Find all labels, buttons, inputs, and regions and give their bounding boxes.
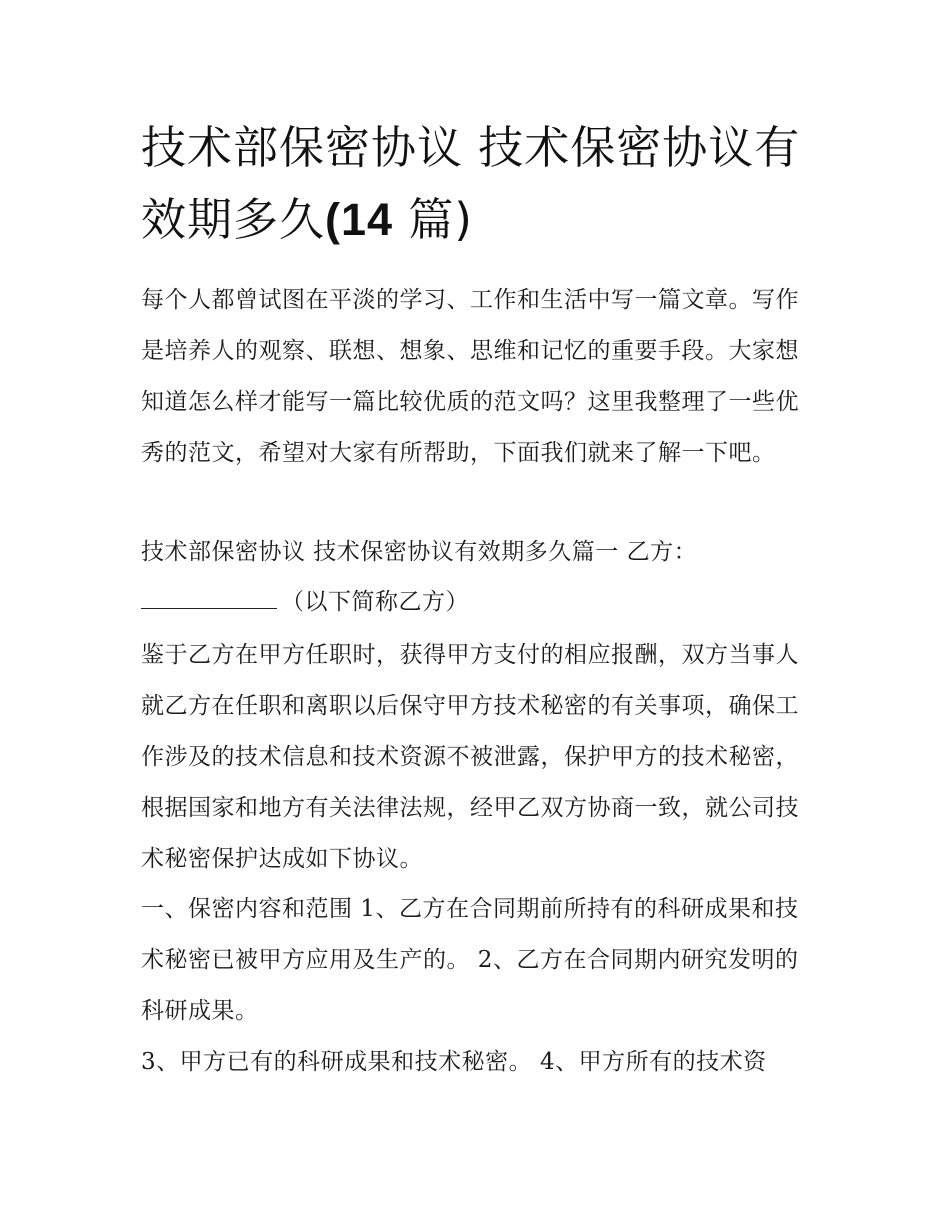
clause-paragraph-continued: 3、甲方已有的科研成果和技术秘密。 4、甲方所有的技术资 — [141, 1049, 767, 1075]
intro-paragraph: 每个人都曾试图在平淡的学习、工作和生活中写一篇文章。写作是培养人的观察、联想、想象、思维和记忆的重要手段。大家想知道怎么样才能写一篇比较优质的范文吗？这里我整理了一些优秀的范文，希望对大家有所帮助，下面我们就来了解一下吧。 — [141, 287, 799, 466]
title-text: 技术部保密协议 技术保密协议有效期多久 — [141, 121, 801, 246]
preamble-paragraph: 鉴于乙方在甲方任职时，获得甲方支付的相应报酬，双方当事人就乙方在任职和离职以后保守甲方技术秘密的有关事项，确保工作涉及的技术信息和技术资源不被泄露，保护甲方的技术秘密，根据国家和地方有关法律法规，经甲乙双方协商一致，就公司技术秘密保护达成如下协议。 — [141, 642, 799, 872]
party-b-line — [141, 577, 816, 628]
section-heading: 技术部保密协议 技术保密协议有效期多久篇一 乙方： — [141, 539, 698, 565]
title-count: (14 — [325, 194, 394, 245]
title-suffix: 篇) — [393, 193, 473, 246]
clause-paragraph: 一、保密内容和范围 1、乙方在合同期前所持有的科研成果和技术秘密已被甲方应用及生产的。 2、乙方在合同期内研究发明的科研成果。 — [141, 896, 799, 1024]
blank-underline — [141, 588, 277, 609]
party-b-note: （以下简称乙方） — [281, 589, 469, 615]
document-title — [141, 112, 821, 256]
